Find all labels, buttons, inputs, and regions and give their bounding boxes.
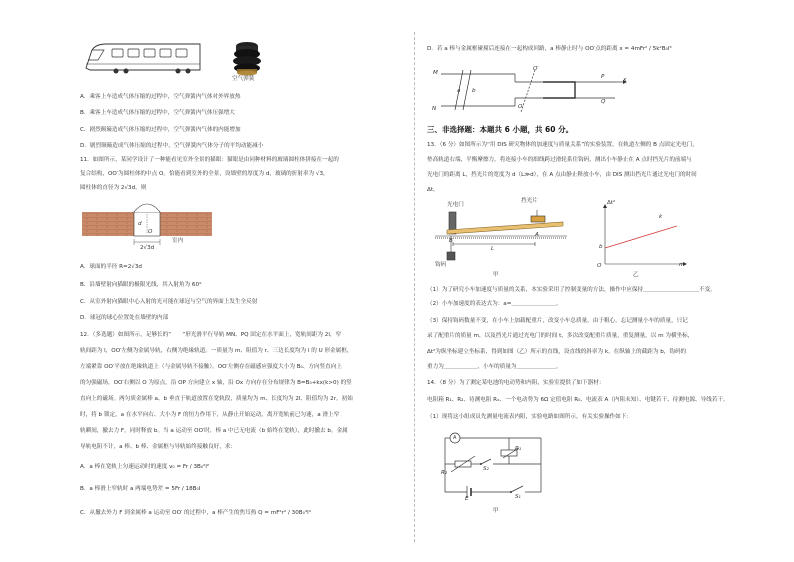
q14-circuit-figure [441, 430, 551, 510]
q13-label-gate: 光电门 [447, 202, 464, 208]
q12-rail-figure [435, 66, 625, 116]
rail-label-o: O [518, 104, 523, 110]
q13-stem-3: 光电门的距离 L，挡光片的宽度为 d（L≫d），在 A 点由静止释放小车，由 DIS 测出挡光片通过光电门的时间 [427, 172, 697, 178]
rail-label-x: x [623, 77, 627, 83]
q13-label-b-int: b [599, 244, 603, 250]
rail-label-p: P [601, 74, 605, 80]
q11-fig-room: 室内 [172, 238, 184, 244]
q14-stem-3: （1）现将这小组成员先测量电流表内阻，实验电路如图所示，有关实验操作如下： [427, 414, 632, 420]
q13-label-fig-b: 乙 [633, 272, 639, 278]
q11-wall-figure [82, 202, 212, 250]
rail-label-m: M [433, 70, 438, 76]
q14-label-ammeter: A [453, 435, 457, 441]
q12-stem-4: 的匀强磁场，OO′右侧以 O 为原点，沿 OP 方向建立 x 轴，沿 Ox 方向存在分布规律为 B=B₀+kx(k>0) 的竖 [80, 380, 352, 386]
q13-label-axis-x: m [679, 262, 685, 268]
q13-label-fig-a: 甲 [493, 272, 499, 278]
q13-label-hook: 钩码 [435, 262, 447, 268]
q11-fig-o: O [148, 229, 153, 235]
q13-item-2: （2）小车加速度的表达式为：a=＿＿＿＿＿＿＿＿。 [427, 301, 562, 307]
q13-stem-4: Δt。 [427, 187, 439, 193]
q13-label-axis-y: Δt² [607, 200, 616, 206]
q12-stem-1: 12．（多选题）如图所示，足够长的“ ”形光滑平行导轨 MN、PQ 固定在水平面上，宽轨间距为 2l，窄 [80, 332, 342, 338]
rail-label-n: N [432, 106, 437, 112]
q12-stem-7: 轨瞬间，撤去力 F，同时释放 b。当 a 运动至 OO′时，棒 a 中已无电流（b 始终在宽轨），此时撤去 b。金属 [80, 428, 348, 434]
q13-graph-figure [597, 204, 687, 268]
q10-option-d: D．剧烈颠簸造成气体压缩的过程中，空气弹簧内气体分子的平均动能减小 [80, 143, 264, 149]
q11-option-c: C．从室外射向猫眼中心入射的光可能在球冠与空气的界面上发生全反射 [80, 299, 258, 305]
train-figure [82, 38, 212, 78]
q11-stem-1: 11．如图所示，某同学设计了一种能看见室外全景的猫眼：猫眼是由同种材料的玻璃圆柱体拼接在一起的 [80, 157, 339, 163]
rail-label-a: a [457, 88, 461, 94]
q11-stem-2: 复合结构，OO′为圆柱体的中点 O。恰能看到室外的全景，设墙壁的厚度为 d，玻璃的折射率为 √3， [80, 171, 329, 177]
q14-label-r1: R₁ [515, 446, 522, 452]
q13-label-l: L [491, 246, 495, 252]
q11-stem-3: 圆柱体的直径为 2√3d，则 [80, 185, 147, 191]
q13-item-3: （3）保持钩码数量不变，在小车上加载配重片，改变小车总质量，由于粗心，忘记测量小车的质量，只记 [427, 318, 688, 324]
q13-label-b: B [449, 238, 453, 244]
q12-option-b: B．a 棒滑上窄轨时 a 两端电势差 = 5Fr / 18B₀l [80, 486, 201, 492]
q13-label-k: k [659, 214, 663, 220]
q14-label-s1: S₁ [515, 494, 521, 500]
column-divider [414, 32, 415, 542]
q12-stem-5: 直向上的磁场。两匀质金属棒 a、b 垂直于轨道放置在宽轨段，质量均为 m、长度均为 2l、阻值均为 2r。初始 [80, 396, 353, 402]
q12-option-d: D．若 a 棒与金属框碰撞后连接在一起构成回路，a 棒静止时与 OO′点的距离 x = 4mFr² / 5k²B₀l³ [427, 46, 672, 52]
q13-item-5: Δt²为纵坐标建立坐标系，得到如图（乙）所示的直线，设直线的斜率为 k，在纵轴上的截距为 b，钩码的 [427, 349, 687, 355]
q13-item-4: 录了配重片的质量 m，以及挡光片通过光电门的时间 t，多次改变配重片质量，重复测量，以 m 为横坐标， [427, 333, 694, 339]
q11-option-a: A．球面的半径 R=2√3d [80, 264, 142, 270]
q10-option-b: B．乘客上车造成气体压缩的过程中，空气弹簧内气体压强增大 [80, 110, 235, 116]
q13-label-o: O [597, 263, 602, 269]
q14-stem-1: 14．（8 分）为了测定某电池的电动势和内阻，实验室提供了如下器材： [427, 380, 605, 386]
q14-label-s2: S₂ [483, 466, 489, 472]
q13-item-1: （1）为了研究小车加速度与质量的关系，本实验采用了控制变量的方法，操作中应保持＿＿＿＿＿＿＿＿＿＿不变。 [427, 287, 716, 293]
q10-option-a: A．乘客上车造成气体压缩的过程中，空气弹簧内气体对外界放热 [80, 94, 241, 100]
q12-option-c: C．从撤去外力 F 到金属棒 a 运动至 OO′ 的过程中，a 棒产生的焦耳热 Q = mF²r² / 30B₀⁴l⁴ [80, 510, 311, 516]
q12-stem-3: 左端紧靠 OO′平放在绝缘轨道上（与金属导轨不接触）。OO′左侧存在磁感应强度大小为 B₀、方向竖直向上 [80, 364, 342, 370]
q11-fig-d: d [138, 221, 142, 227]
q12-stem-2: 轨间距为 l，OO′左侧为金属导轨，右侧为绝缘轨道。一质量为 m、阻值为 r、三边长度均为 l 的 U 形金属框， [80, 348, 353, 354]
q14-label-fig: 甲 [493, 508, 499, 514]
q11-option-b: B．沿墙壁射向猫眼的极限光线，其入射角为 60° [80, 282, 202, 288]
q13-label-a: A [535, 232, 539, 238]
q14-stem-2: 电阻箱 R₁、R₂、待测电阻 Rₓ、一个电动势为 6Ω 定值电阻 R₀、电流表 A（内阻未知）、电键若干、待测电源、导线若干。 [427, 397, 729, 403]
q14-label-e: E [465, 496, 469, 502]
spring-label: 空气弹簧 [232, 76, 255, 82]
q12-option-a: A．a 棒在宽轨上匀速运动时的速度 v₀ = Fr / 3B₀²l² [80, 464, 210, 470]
q10-option-c: C．剧烈颠簸造成气体压缩的过程中，空气弹簧内气体的内能增加 [80, 127, 241, 133]
rail-label-op: O′ [533, 66, 539, 72]
q12-stem-8: 导轨电阻不计，a 棒、b 棒、金属框与导轨始终接触良好，求： [80, 444, 236, 450]
rail-label-q: Q [601, 99, 606, 105]
q13-label-shade: 挡光片 [521, 198, 538, 204]
q11-option-d: D．球冠的球心位置处在墙壁的内部 [80, 315, 169, 321]
q13-stem-1: 13．（6 分）如图所示为“用 DIS 研究物体的加速度与质量关系”的实验装置，在轨道左侧的 B 点固定光电门， [427, 142, 698, 148]
q14-label-r2: R₂ [441, 470, 448, 476]
section-3-heading: 三、非选择题：本题共 6 小题，共 60 分。 [427, 125, 574, 134]
q13-stem-2: 垫高轨道右端，平衡摩擦力，将连接小车的细线跨过滑轮系住钩码，测出小车静止在 A 点时挡光片的前端与 [427, 157, 692, 163]
q12-stem-6: 时，将 b 锁定，a 在水平向右、大小为 F 的恒力作用下，从静止开始运动，离开宽轨前已匀速，a 滑上窄 [80, 412, 340, 418]
q13-item-6: 重力为＿＿＿＿＿＿，小车的质量为＿＿＿＿＿＿＿。 [427, 364, 562, 370]
q11-fig-width: 2√3d [140, 245, 155, 251]
rail-label-b: b [472, 88, 476, 94]
